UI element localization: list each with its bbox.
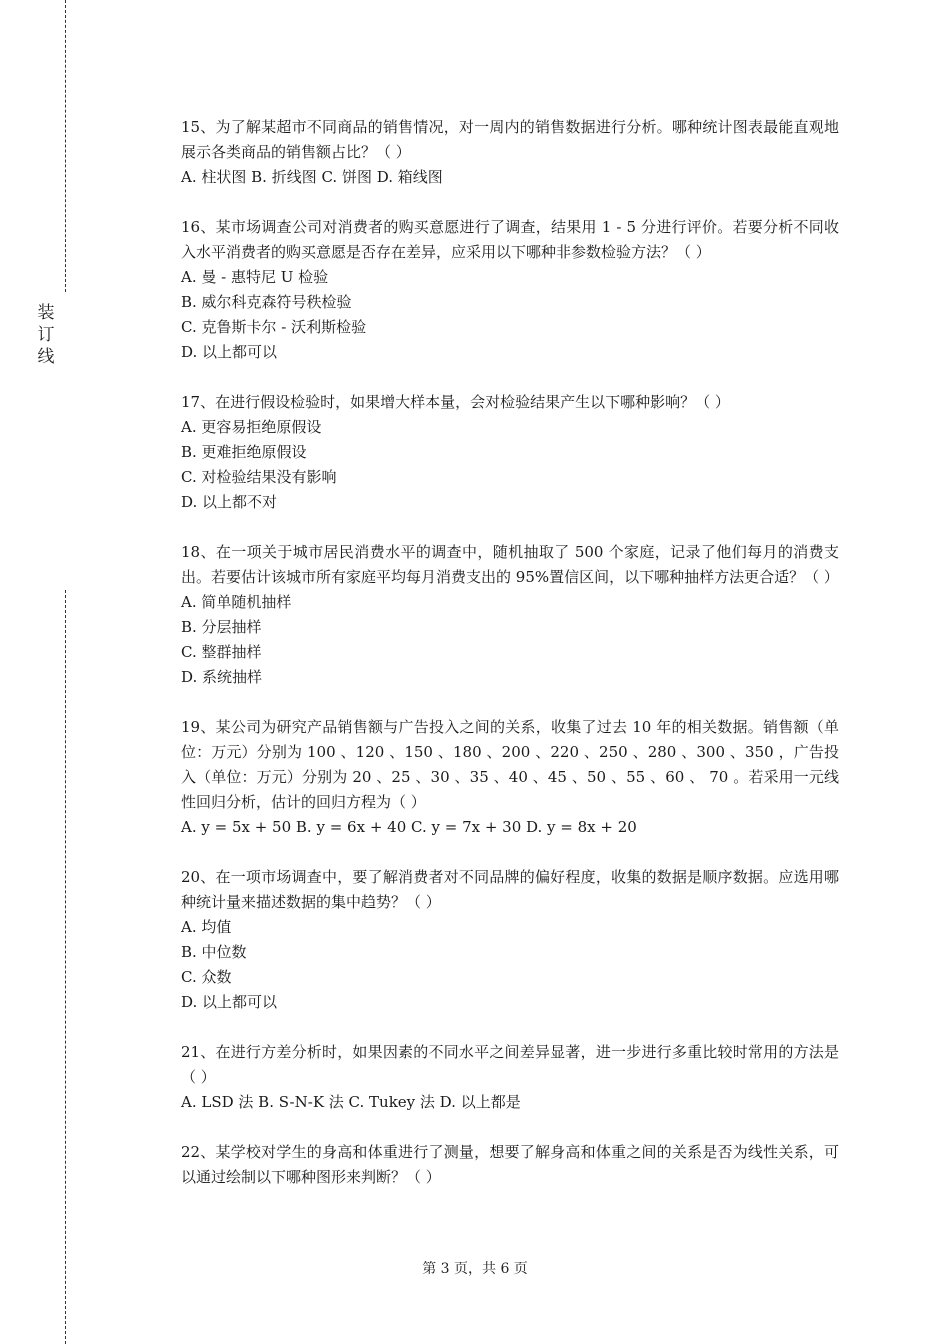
option-d: D. 以上都可以: [181, 993, 278, 1011]
option-c: C. 众数: [181, 968, 232, 986]
question-21: [181, 1040, 839, 1115]
binding-dashed-line-top: [65, 0, 66, 292]
question-stem: 21、在进行方差分析时，如果因素的不同水平之间差异显著，进一步进行多重比较时常用的方法是（ ）: [181, 1043, 839, 1086]
option-a: A. 更容易拒绝原假设: [181, 418, 322, 436]
option-a: A. 曼 - 惠特尼 U 检验: [181, 268, 329, 286]
option-c: C. 克鲁斯卡尔 - 沃利斯检验: [181, 318, 367, 336]
option-b: B. 中位数: [181, 943, 247, 961]
option-d: D. 以上都不对: [181, 493, 278, 511]
option-list: [181, 265, 839, 365]
question-options-inline: A. 柱状图 B. 折线图 C. 饼图 D. 箱线图: [181, 168, 443, 186]
question-stem: 19、某公司为研究产品销售额与广告投入之间的关系，收集了过去 10 年的相关数据。销售额（单位：万元）分别为 100 、120 、150 、180 、200 、220 、250 、280 、300 、350 ，广告投入（单位：万元）分别为 20 、25 、30 、35 、40 、45 、50 、55 、60 、 70 。若采用一元线性回归分析，估计的回归方程为（ ）: [181, 718, 839, 811]
option-b: B. 威尔科克森符号秩检验: [181, 293, 352, 311]
question-stem: 22、某学校对学生的身高和体重进行了测量，想要了解身高和体重之间的关系是否为线性关系，可以通过绘制以下哪种图形来判断？（ ）: [181, 1143, 839, 1186]
question-stem: 18、在一项关于城市居民消费水平的调查中，随机抽取了 500 个家庭，记录了他们每月的消费支出。若要估计该城市所有家庭平均每月消费支出的 95%置信区间，以下哪种抽样方法更合适？（ ）: [181, 543, 839, 586]
option-list: [181, 915, 839, 1015]
question-list: [181, 115, 839, 1215]
question-16: [181, 215, 839, 365]
option-d: D. 系统抽样: [181, 668, 263, 686]
question-stem: 20、在一项市场调查中，要了解消费者对不同品牌的偏好程度，收集的数据是顺序数据。应选用哪种统计量来描述数据的集中趋势？（ ）: [181, 868, 839, 911]
option-list: [181, 590, 839, 690]
option-c: C. 整群抽样: [181, 643, 262, 661]
binding-dashed-line-bottom: [65, 590, 66, 1344]
binding-label: [36, 302, 56, 368]
option-c: C. 对检验结果没有影响: [181, 468, 337, 486]
question-18: [181, 540, 839, 690]
option-b: B. 更难拒绝原假设: [181, 443, 307, 461]
question-22: [181, 1140, 839, 1190]
option-a: A. 简单随机抽样: [181, 593, 292, 611]
option-list: [181, 415, 839, 515]
binding-char: 线: [37, 347, 55, 367]
question-15: [181, 115, 839, 190]
question-20: [181, 865, 839, 1015]
page-footer: 第 3 页，共 6 页: [422, 1261, 528, 1277]
question-17: [181, 390, 839, 515]
question-options-inline: A. y = 5x + 50 B. y = 6x + 40 C. y = 7x + 30 D. y = 8x + 20: [181, 818, 637, 836]
binding-char: 订: [37, 325, 55, 345]
option-b: B. 分层抽样: [181, 618, 262, 636]
question-options-inline: A. LSD 法 B. S-N-K 法 C. Tukey 法 D. 以上都是: [181, 1093, 521, 1111]
option-d: D. 以上都可以: [181, 343, 278, 361]
question-stem: 17、在进行假设检验时，如果增大样本量，会对检验结果产生以下哪种影响？（ ）: [181, 393, 730, 411]
question-19: [181, 715, 839, 840]
question-stem: 15、为了解某超市不同商品的销售情况，对一周内的销售数据进行分析。哪种统计图表最能直观地展示各类商品的销售额占比？（ ）: [181, 118, 839, 161]
option-a: A. 均值: [181, 918, 232, 936]
question-stem: 16、某市场调查公司对消费者的购买意愿进行了调查，结果用 1 - 5 分进行评价。若要分析不同收入水平消费者的购买意愿是否存在差异，应采用以下哪种非参数检验方法？（ ）: [181, 218, 839, 261]
binding-char: 装: [37, 303, 55, 323]
